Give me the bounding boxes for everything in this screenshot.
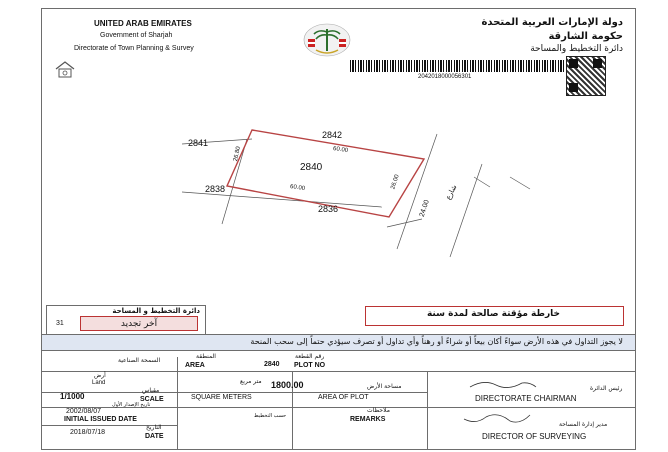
plot-no-label-ar: رقم القطعة [295, 353, 325, 360]
dimension-right: 26.00 [390, 173, 401, 191]
last-renewal-label: آخر تجديد [120, 319, 158, 329]
scale-label-en: SCALE [140, 396, 164, 403]
issue-date-label-en: DATE [145, 433, 164, 440]
plot-area-value: 1800.00 [271, 380, 304, 390]
surveying-label-ar: مدير إدارة المساحة [559, 421, 608, 428]
remarks-label-ar: ملاحظات [367, 407, 390, 414]
country-name-en: UNITED ARAB EMIRATES [94, 19, 192, 28]
plot-area-label-en: AREA OF PLOT [318, 394, 369, 401]
neighbor-plot-left: 2841 [188, 138, 209, 148]
remarks-value: حسب التخطيط [254, 413, 287, 419]
emblem-logo-icon [302, 23, 352, 57]
transfer-warning: لا يجوز التداول في هذه الأرض سواءً أكان بيعاً أو شراءً أو رهناً وأي تداول أو تصرف سيؤدي حتماً إلى سحب المنحة [250, 337, 623, 346]
chairman-signature-icon [466, 375, 538, 393]
land-label-ar: أرض [94, 372, 106, 379]
stamp-number: 31 [56, 320, 64, 327]
unit-label-en: SQUARE METERS [191, 394, 252, 401]
issue-date-label-ar: التاريخ [146, 424, 162, 431]
neighbor-plot-top: 2842 [322, 130, 343, 140]
initial-date-value: 2002/08/07 [66, 408, 102, 415]
scale-label-ar: مقياس [142, 387, 160, 394]
dimension-bottom: 60.00 [289, 183, 306, 193]
country-name-ar: دولة الإمارات العربية المتحدة [481, 17, 623, 28]
plot-area-label-ar: مساحة الأرض [367, 383, 402, 390]
department-name-en: Directorate of Town Planning & Survey [74, 45, 194, 52]
plot-plan-drawing [42, 69, 635, 309]
dimension-left: 26.80 [233, 146, 243, 162]
barcode-number: 2042018000056301 [418, 74, 472, 80]
area-value: السمحة الصناعية [118, 357, 161, 364]
stamp-title: دائرة التخطيط و المساحة [112, 307, 200, 315]
chairman-label-en: DIRECTORATE CHAIRMAN [475, 394, 577, 403]
department-name-ar: دائرة التخطيط والمساحة [530, 44, 623, 54]
initial-date-label-en: INITIAL ISSUED DATE [64, 416, 137, 423]
initial-date-label-ar: تاريخ الإصدار الأول [112, 402, 151, 408]
land-label-en: Land [92, 380, 106, 386]
issue-date-value: 2018/07/18 [70, 429, 106, 436]
remarks-label-en: REMARKS [350, 416, 386, 423]
area-label-ar: المنطقة [196, 353, 216, 360]
surveying-signature-icon [462, 409, 532, 427]
neighbor-plot-bottom: 2836 [318, 204, 339, 214]
dimension-top: 60.00 [332, 145, 349, 155]
unit-label-ar: متر مربع [240, 378, 262, 385]
plot-no-value: 2840 [264, 361, 280, 368]
government-name-ar: حكومة الشارقة [548, 31, 623, 42]
area-label-en: AREA [185, 362, 205, 369]
neighbor-plot-bottom-left: 2838 [205, 184, 226, 194]
road-name-label: شارع [444, 183, 459, 202]
government-name-en: Government of Sharjah [100, 32, 173, 39]
plot-number-label: 2840 [300, 162, 323, 173]
scale-value: 1/1000 [60, 392, 85, 401]
chairman-label-ar: رئيس الدائرة [590, 385, 623, 392]
last-renewal-badge [80, 316, 198, 331]
temporary-map-title: خارطة مؤقتة صالحة لمدة سنة [426, 309, 561, 319]
plot-no-label-en: PLOT NO [294, 362, 326, 369]
road-width-label: 24.00 [418, 199, 431, 218]
site-plan-document [41, 8, 636, 450]
surveying-label-en: DIRECTOR OF SURVEYING [482, 432, 587, 441]
